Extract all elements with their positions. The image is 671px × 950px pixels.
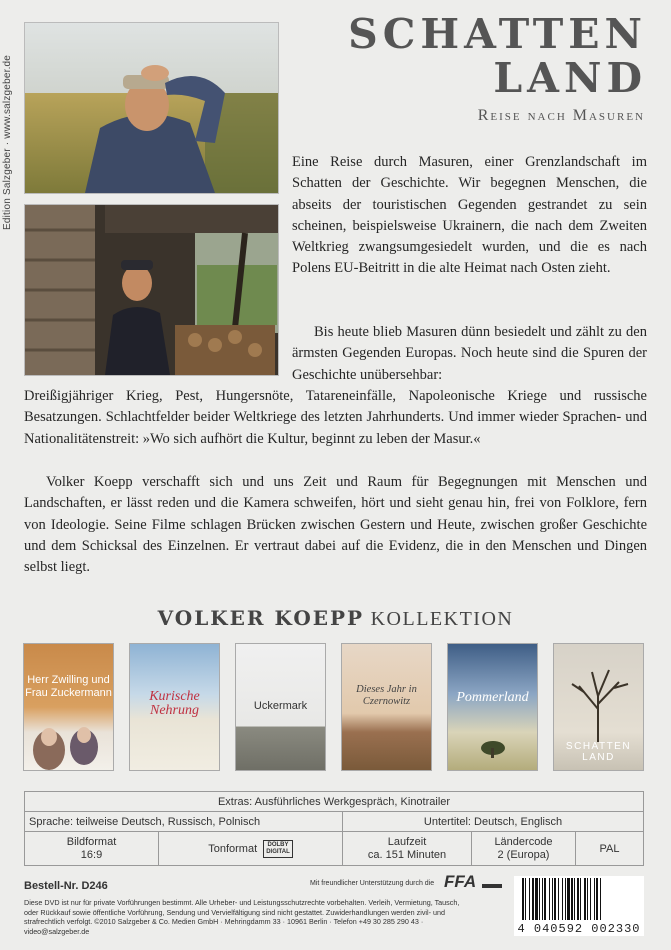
laendercode-value: 2 (Europa) <box>497 848 550 861</box>
kollektion-heading <box>0 606 671 631</box>
barcode-bar <box>554 878 556 920</box>
barcode-bar <box>532 878 534 920</box>
publisher-side-text: Edition Salzgeber · www.salzgeber.de <box>2 54 13 230</box>
barcode-bar <box>549 878 550 920</box>
barcode-bar <box>594 878 595 920</box>
dvd-info-table <box>24 791 644 866</box>
bildformat-value: 16:9 <box>80 848 103 861</box>
barcode-bar <box>596 878 598 920</box>
cover-title: SCHATTEN LAND <box>565 741 632 763</box>
barcode-bar <box>571 878 573 920</box>
laufzeit-value: ca. 151 Minuten <box>367 848 447 861</box>
tonformat-cell <box>159 832 343 866</box>
cover-pommerland <box>447 643 538 771</box>
barcode-bar <box>567 878 570 920</box>
laufzeit-cell <box>343 832 472 866</box>
dolby-logo-icon <box>263 840 293 858</box>
cover-czernowitz <box>341 643 432 771</box>
cover-title: Uckermark <box>253 700 308 712</box>
cover-title: Kurische Nehrung <box>149 689 200 718</box>
cover-kurische-nehrung <box>129 643 220 771</box>
synopsis-paragraph-2-start: Bis heute blieb Masuren dünn besiedelt und zählt zu den ärmsten Gegenden Europas. Noch heute sind die Spuren der Geschichte unübersehbar: <box>292 324 647 383</box>
cover-schatten-land <box>553 643 644 771</box>
barcode-bar <box>590 878 591 920</box>
barcode-number: 4 040592 002330 <box>517 922 641 936</box>
barcode-bar <box>584 878 586 920</box>
ffa-logo-text: FFA <box>444 872 477 891</box>
barcode-bar <box>552 878 553 920</box>
subtitle: Reise nach Masuren <box>477 107 645 124</box>
synopsis-paragraph-2-cont: Dreißigjähriger Krieg, Pest, Hungersnöte, Tatareneinfälle, Napoleonische Kriege und russische Besatzungen. Schlachtfelder beider Weltkriege des letzten Jahrhunderts. Und immer wieder Sprachen- und Nationalitätenstreit: »Wo sich aufhört die Kultur, beginnt zu leben der Masur.« <box>24 388 647 447</box>
barcode-bar <box>565 878 566 920</box>
kollektion-word: KOLLEKTION <box>364 608 514 630</box>
barcode-bar <box>539 878 540 920</box>
dolby-logo-top: DOLBY <box>267 841 289 848</box>
cover-title: Herr Zwilling und Frau Zuckermann <box>25 674 112 699</box>
pal-cell: PAL <box>576 832 644 866</box>
dolby-logo-bottom: DIGITAL <box>266 848 290 855</box>
cover-uckermark <box>235 643 326 771</box>
legal-notice: Diese DVD ist nur für private Vorführungen bestimmt. Alle Urheber- und Leistungsschutzrechte vorbehalten. Verleih, Vermietung, Tausch, oder Rückkauf sowie öffentliche Vorführung, Sendung und Vervielfältigung sind nicht gestattet. Zuwiderhandlungen werden zivil- und strafrechtlich verfolgt. ©2010 Salzgeber & Co. Medien GmbH · Mehringdamm 33 · 10961 Berlin · Telefon +49 30 285 290 43 · video@salzgeber.de <box>24 898 460 936</box>
synopsis-paragraph-1: Eine Reise durch Masuren, einer Grenzlandschaft im Schatten der Geschichte. Wir begegnen Menschen, die abseits der touristischen Gegenden gestrandet zu sein scheinen, beispielsweise Ukrainern, die nach dem Zweiten Weltkrieg zwangsumgesiedelt wurden, und die es nach Polens EU-Beitritt in die alte Heimat nach Osten zieht. <box>292 154 647 277</box>
kollektion-name: VOLKER KOEPP <box>157 606 365 630</box>
untertitel-cell: Untertitel: Deutsch, Englisch <box>343 812 644 832</box>
barcode-bars <box>514 876 644 922</box>
barcode-bar <box>558 878 559 920</box>
photo-man-in-field <box>24 22 279 194</box>
support-text: Mit freundlicher Unterstützung durch die <box>310 880 435 887</box>
laendercode-label: Ländercode <box>494 835 553 848</box>
barcode-bar <box>577 878 579 920</box>
photo-man-in-barn <box>24 204 279 376</box>
ffa-logo <box>444 870 504 897</box>
barcode-bar <box>587 878 588 920</box>
barcode-bar <box>535 878 538 920</box>
bildformat-cell <box>25 832 159 866</box>
bildformat-label: Bildformat <box>66 835 117 848</box>
barcode <box>514 876 644 936</box>
title-line-2: LAND <box>493 54 647 102</box>
barcode-bar <box>522 878 524 920</box>
synopsis-paragraph-3: Volker Koepp verschafft sich und uns Zeit und Raum für Begegnungen mit Menschen und Landschaften, er lässt reden und die Kamera schweifen, hört und sieht genau hin, frei von Folklore, fern von Ideologie. Seine Filme schlagen Brücken zwischen Gestern und Heute, zwischen großer Geschichte und dem Schicksal des Einzelnen. Er vertraut dabei auf die Evidenz, die in den Menschen und Dingen selbst liegt. <box>24 474 647 576</box>
tonformat-label: Tonformat <box>208 842 258 855</box>
cover-herr-zwilling <box>23 643 114 771</box>
laendercode-cell <box>472 832 576 866</box>
cover-title: Pommerland <box>456 690 529 705</box>
bestell-nummer: Bestell-Nr. D246 <box>24 880 108 892</box>
barcode-bar <box>562 878 563 920</box>
barcode-bar <box>580 878 581 920</box>
extras-cell: Extras: Ausführliches Werkgespräch, Kinotrailer <box>25 792 644 812</box>
barcode-bar <box>542 878 543 920</box>
barcode-bar <box>544 878 546 920</box>
barcode-bar <box>600 878 601 920</box>
sprache-cell: Sprache: teilweise Deutsch, Russisch, Polnisch <box>25 812 343 832</box>
title-line-1: SCHATTEN <box>348 10 647 58</box>
barcode-bar <box>574 878 575 920</box>
laufzeit-label: Laufzeit <box>387 835 427 848</box>
cover-title: Dieses Jahr in Czernowitz <box>356 684 417 707</box>
barcode-bar <box>529 878 530 920</box>
barcode-bar <box>525 878 526 920</box>
